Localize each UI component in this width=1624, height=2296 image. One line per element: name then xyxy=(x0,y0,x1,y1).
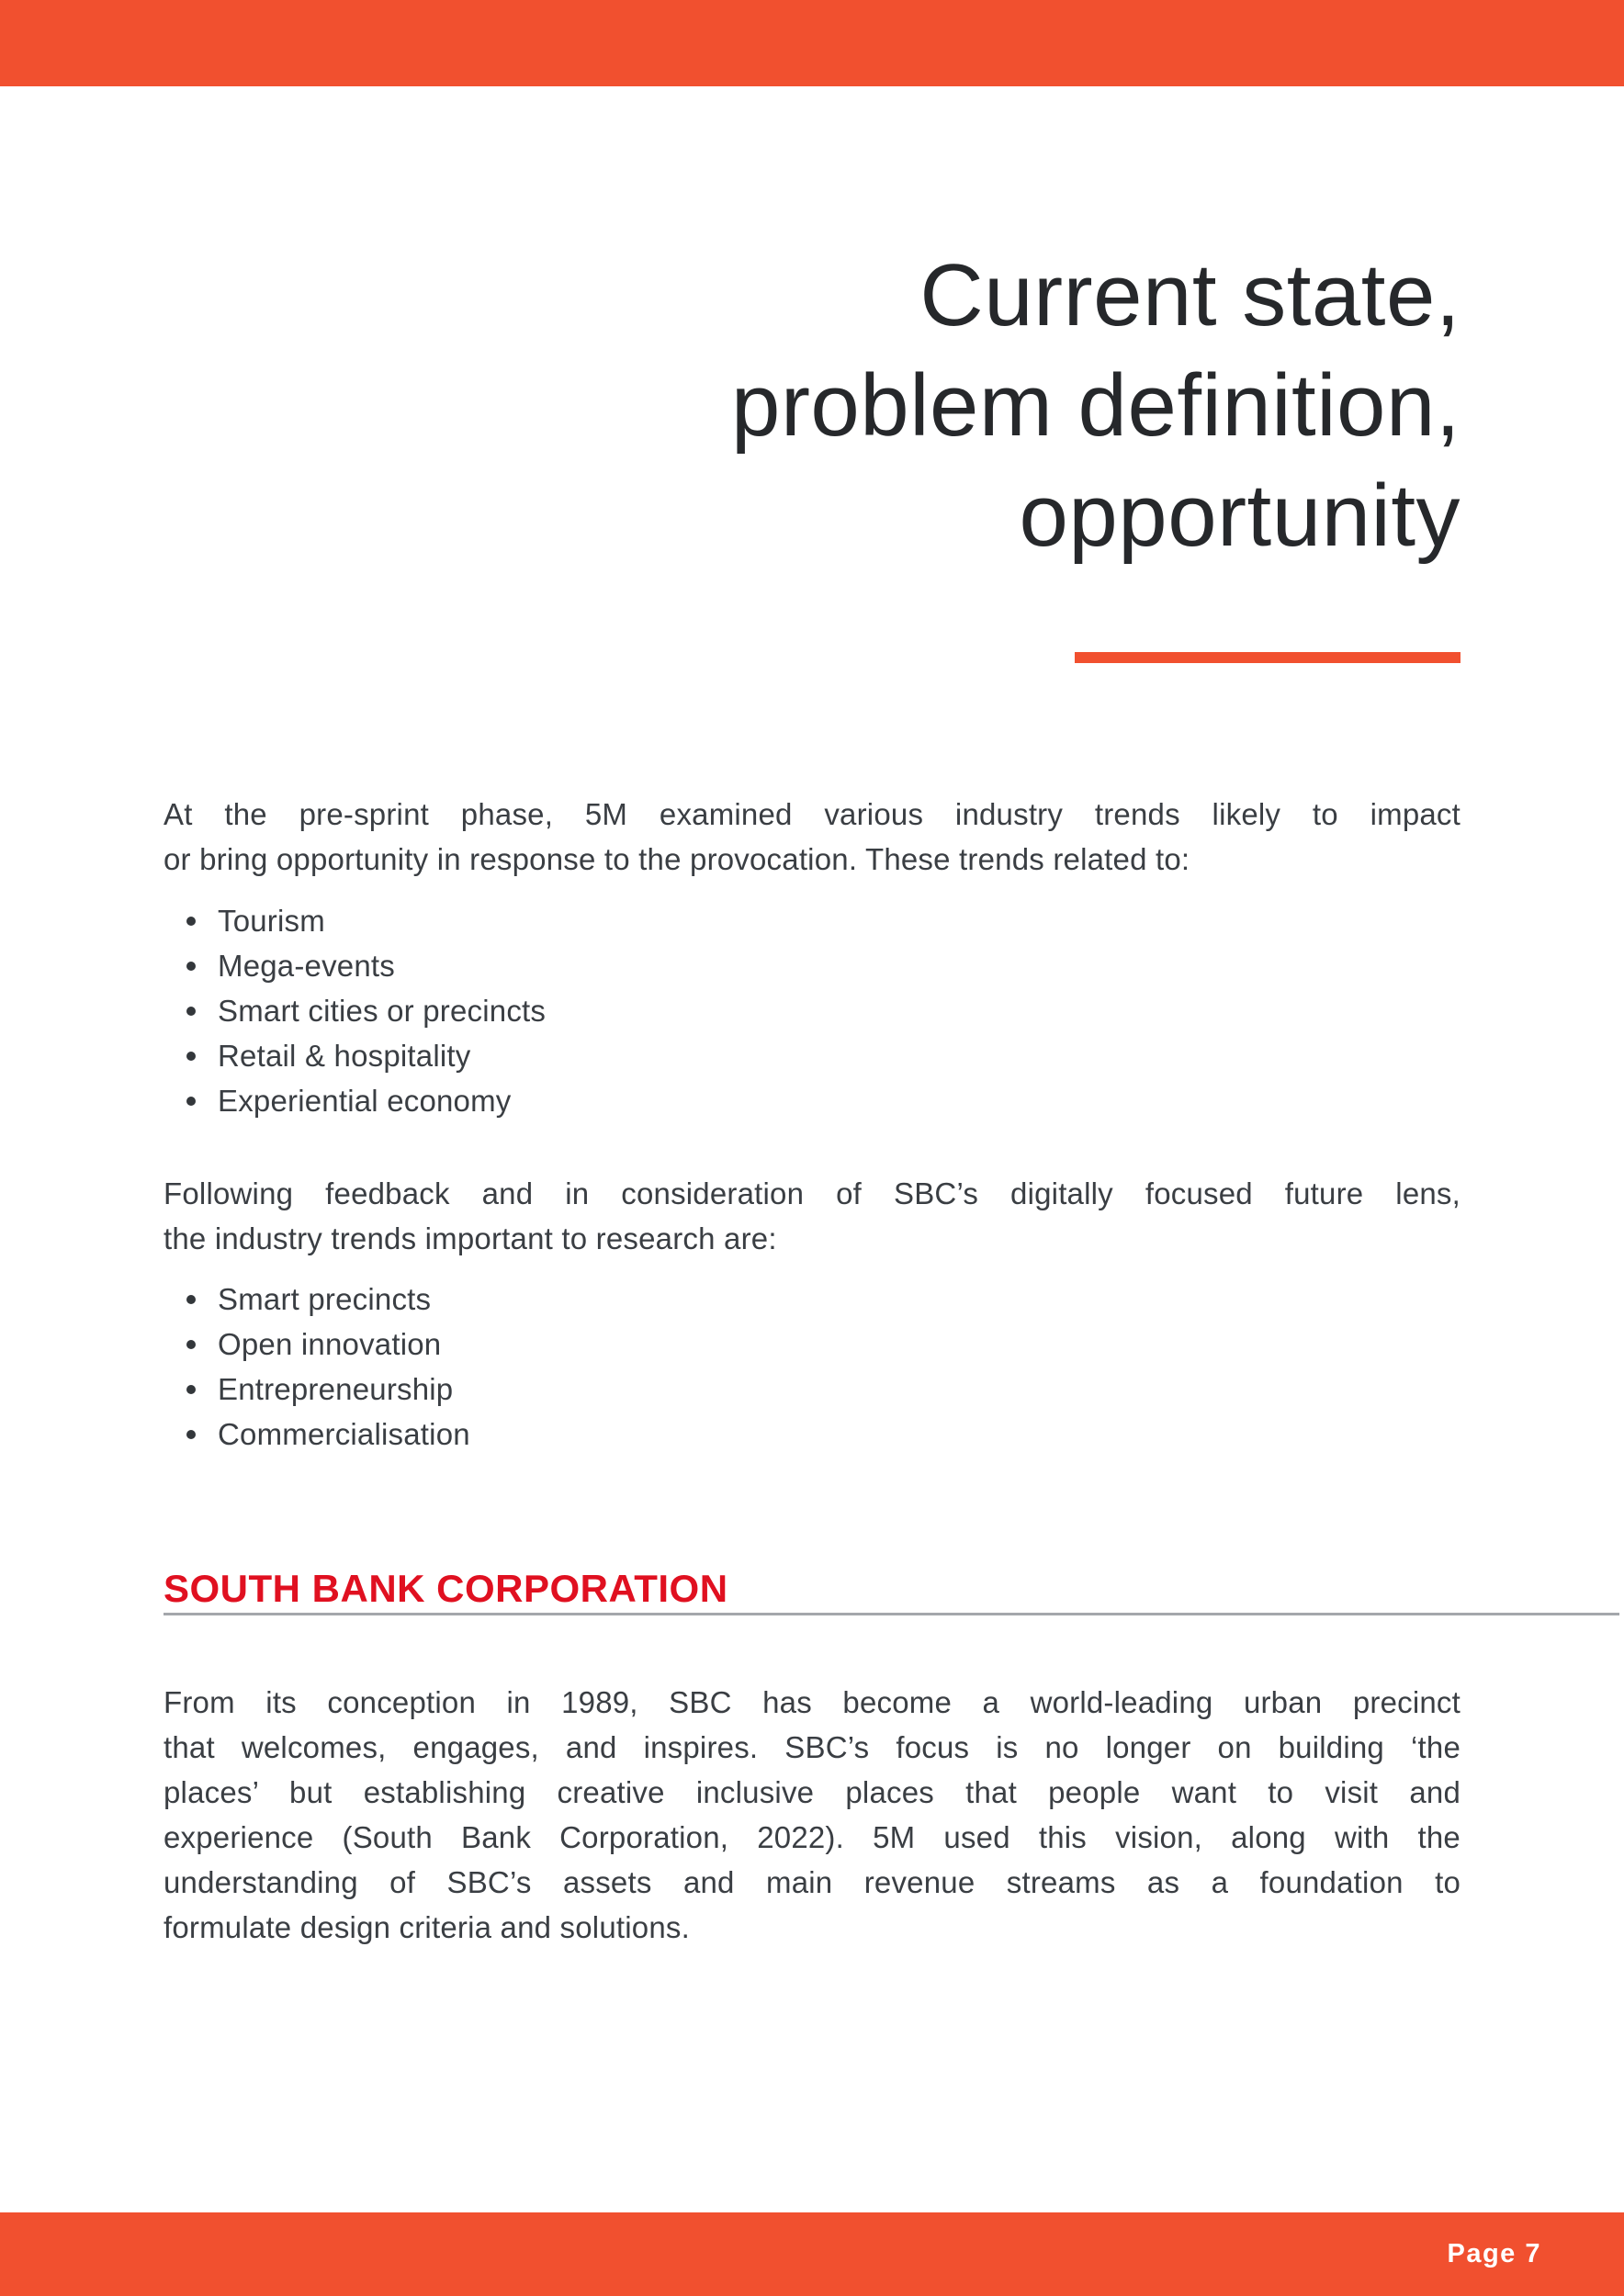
top-accent-bar xyxy=(0,0,1624,86)
list-item: Retail & hospitality xyxy=(218,1033,1460,1078)
page-content xyxy=(0,86,1624,1950)
text-line: places’ but establishing creative inclusive places that people want to visit and xyxy=(164,1775,1460,1809)
footer-bar xyxy=(0,2212,1624,2296)
followup-paragraph xyxy=(164,1171,1460,1261)
text-line: or bring opportunity in response to the provocation. These trends related to: xyxy=(164,842,1190,876)
list-item: Tourism xyxy=(218,898,1460,943)
text-line: From its conception in 1989, SBC has become a world-leading urban precinct xyxy=(164,1685,1460,1719)
industry-trends-list xyxy=(164,898,1460,1123)
text-line: understanding of SBC’s assets and main revenue streams as a foundation to xyxy=(164,1865,1460,1899)
text-line: the industry trends important to research are: xyxy=(164,1221,777,1255)
section-heading: SOUTH BANK CORPORATION xyxy=(164,1567,728,1610)
list-item: Open innovation xyxy=(218,1322,1460,1367)
sbc-paragraph xyxy=(164,1680,1460,1950)
list-item: Experiential economy xyxy=(218,1078,1460,1123)
list-item: Smart precincts xyxy=(218,1277,1460,1322)
intro-paragraph xyxy=(164,792,1460,882)
list-item: Mega-events xyxy=(218,943,1460,988)
text-line: experience (South Bank Corporation, 2022). 5M used this vision, along with the xyxy=(164,1820,1460,1854)
text-line: Current state, xyxy=(919,246,1460,344)
text-line: formulate design criteria and solutions. xyxy=(164,1910,690,1944)
text-line: that welcomes, engages, and inspires. SBC’s focus is no longer on building ‘the xyxy=(164,1730,1460,1764)
list-item: Smart cities or precincts xyxy=(218,988,1460,1033)
page-number-label: Page 7 xyxy=(1447,2239,1541,2268)
text-line: problem definition, xyxy=(731,356,1460,455)
text-line: opportunity xyxy=(1019,467,1460,565)
page-title xyxy=(164,241,1460,571)
text-line: Following feedback and in consideration of SBC’s digitally focused future lens, xyxy=(164,1176,1460,1210)
title-divider-rule xyxy=(1075,652,1460,663)
list-item: Commercialisation xyxy=(218,1412,1460,1457)
research-trends-list xyxy=(164,1277,1460,1457)
list-item: Entrepreneurship xyxy=(218,1367,1460,1412)
section-heading-underline xyxy=(164,1613,1619,1615)
text-line: At the pre-sprint phase, 5M examined various industry trends likely to impact xyxy=(164,797,1460,831)
